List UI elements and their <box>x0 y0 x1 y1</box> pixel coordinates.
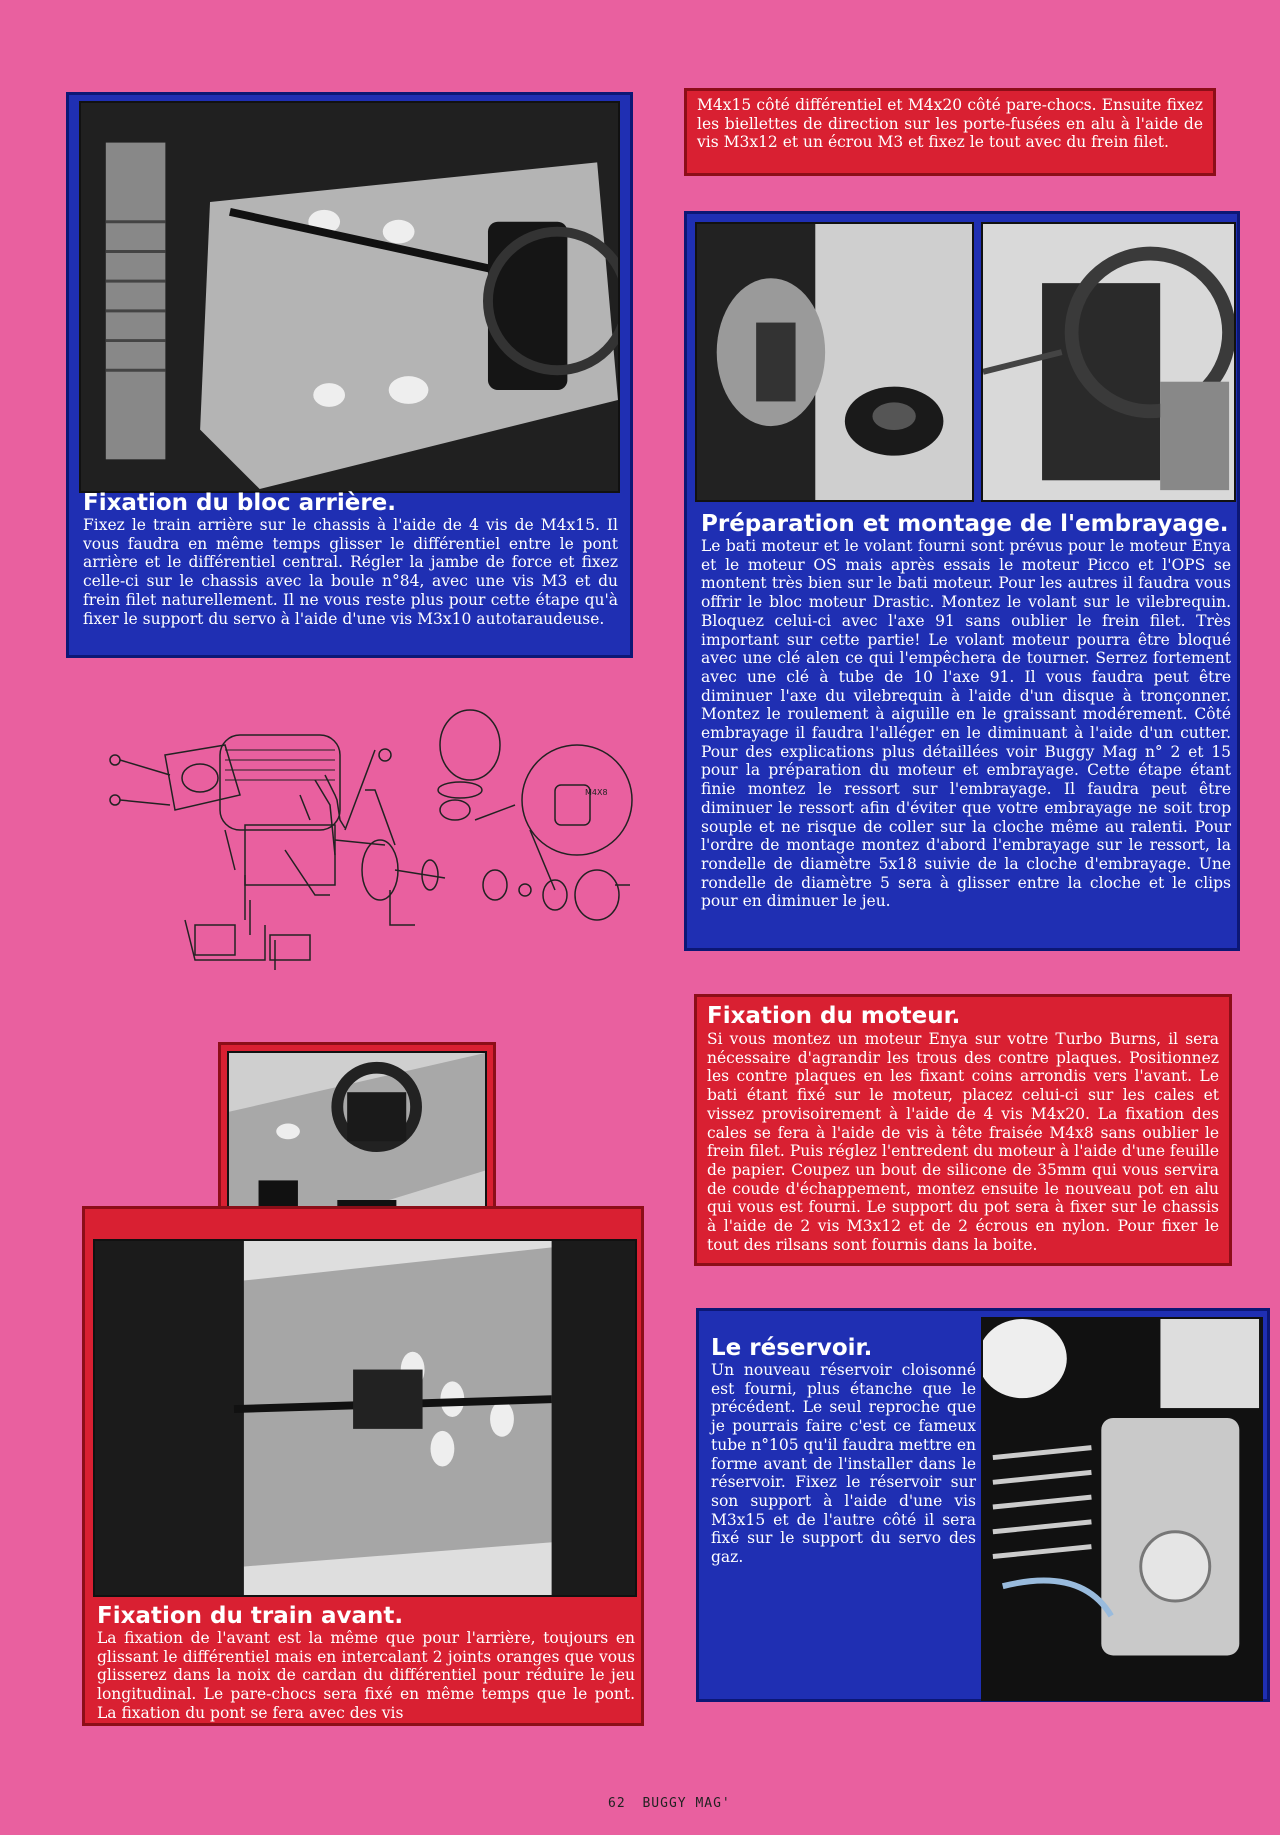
front-section <box>82 1206 644 1726</box>
clutch-text: Le bati moteur et le volant fourni sont prévus pour le moteur Enya et le moteur OS mais après essais le moteur Picco et l'OPS se montent très bien sur le bati moteur. Pour les autres il faudra vous offrir le bloc moteur Drastic. Montez le volant sur le vilebrequin. Bloquez celui-ci avec l'axe 91 sans oublier le frein filet. Très important sur cette partie! Le volant moteur pourra être bloqué avec une clé alen ce qui l'empêchera de tourner. Serrez fortement avec une clé à tube de 10 l'axe 91. Il vous faudra peut être diminuer l'axe du vilebrequin à l'aide d'un disque à tronçonner. Montez le roulement à aiguille en le graissant modérement. Côté embrayage il faudra l'alléger en le diminuant à l'aide d'un cutter. Pour des explications plus détaillées voir Buggy Mag n° 2 et 15 pour la préparation du moteur et embrayage. Cette étape étant finie montez le ressort sur l'embrayage. Il faudra peut être diminuer le ressort afin d'éviter que votre embrayage ne soit trop souple et ne risque de coller sur la cloche même au ralenti. Pour l'ordre de montage montez d'abord l'embrayage sur le ressort, la rondelle de diamètre 5x18 suivie de la cloche d'embrayage. Une rondelle de diamètre 5 sera à glisser entre la cloche et le clips pour en diminuer le jeu. <box>701 537 1231 911</box>
clutch-section <box>684 211 1240 951</box>
clutch-heading: Préparation et montage de l'embrayage. <box>701 511 1229 537</box>
clutch-photo-left <box>695 222 974 502</box>
continued-text: M4x15 côté différentiel et M4x20 côté pare-chocs. Ensuite fixez les biellettes de direction sur les porte-fusées en alu à l'aide de vis M3x12 et un écrou M3 et fixez le tout avec du frein filet. <box>697 96 1203 152</box>
motor-text: Si vous montez un moteur Enya sur votre Turbo Burns, il sera nécessaire d'agrandir les trous des contre plaques. Positionnez les contre plaques en les fixant coins arrondis vers l'avant. Le bati étant fixé sur le moteur, placez celui-ci sur les cales et vissez provisoirement à l'aide de 4 vis M4x20. La fixation des cales se fera à l'aide de vis à tête fraisée M4x8 sans oublier le frein filet. Puis réglez l'entredent du moteur à l'aide d'une feuille de papier. Coupez un bout de silicone de 35mm qui vous servira de coude d'échappement, montez ensuite le nouveau pot en alu qui vous est fourni. Le support du pot sera à fixer sur le chassis à l'aide de 2 vis M3x12 et de 2 écrous en nylon. Pour fixer le tout des rilsans sont fournis dans la boite. <box>707 1030 1219 1254</box>
motor-section <box>694 994 1232 1266</box>
motor-heading: Fixation du moteur. <box>707 1003 961 1029</box>
page-footer <box>608 1796 731 1811</box>
tank-section <box>696 1308 1270 1702</box>
page-number: 62 <box>608 1796 626 1811</box>
magazine-name: BUGGY MAG' <box>642 1796 731 1811</box>
front-text: La fixation de l'avant est la même que pour l'arrière, toujours en glissant le différentiel mais en intercalant 2 joints oranges que vous glisserez dans la noix de cardan du différentiel pour réduire le jeu longitudinal. Le pare-chocs sera fixé en même temps que le pont. La fixation du pont se fera avec des vis <box>97 1629 635 1722</box>
continued-section <box>684 88 1216 176</box>
clutch-photo-right <box>981 222 1236 502</box>
rear-heading: Fixation du bloc arrière. <box>83 490 397 516</box>
rear-assembly-photo <box>79 101 620 493</box>
front-train-photo <box>93 1239 637 1597</box>
fuel-tank-photo <box>981 1317 1263 1701</box>
rear-text: Fixez le train arrière sur le chassis à l'aide de 4 vis de M4x15. Il vous faudra en même temps glisser le différentiel entre le pont arrière et le différentiel central. Régler la jambe de force et fixez celle-ci sur le chassis avec la boule n°84, avec une vis M3 et du frein filet naturellement. Il ne vous reste plus pour cette étape qu'à fixer le support du servo à l'aide d'une vis M3x10 autotaraudeuse. <box>83 516 618 628</box>
rear-section <box>66 92 633 658</box>
tank-heading: Le réservoir. <box>711 1335 873 1361</box>
tank-text: Un nouveau réservoir cloisonné est fourni, plus étanche que le précédent. Le seul reproche que je pourrais faire c'est ce fameux tube n°105 qu'il faudra mettre en forme avant de l'installer dans le réservoir. Fixez le réservoir sur son support à l'aide d'une vis M3x15 et de l'autre côté il sera fixé sur le support du servo des gaz. <box>711 1361 976 1567</box>
diagram-label: M4X8 <box>585 788 608 797</box>
exploded-engine-diagram <box>75 700 675 1000</box>
front-heading: Fixation du train avant. <box>97 1603 404 1629</box>
